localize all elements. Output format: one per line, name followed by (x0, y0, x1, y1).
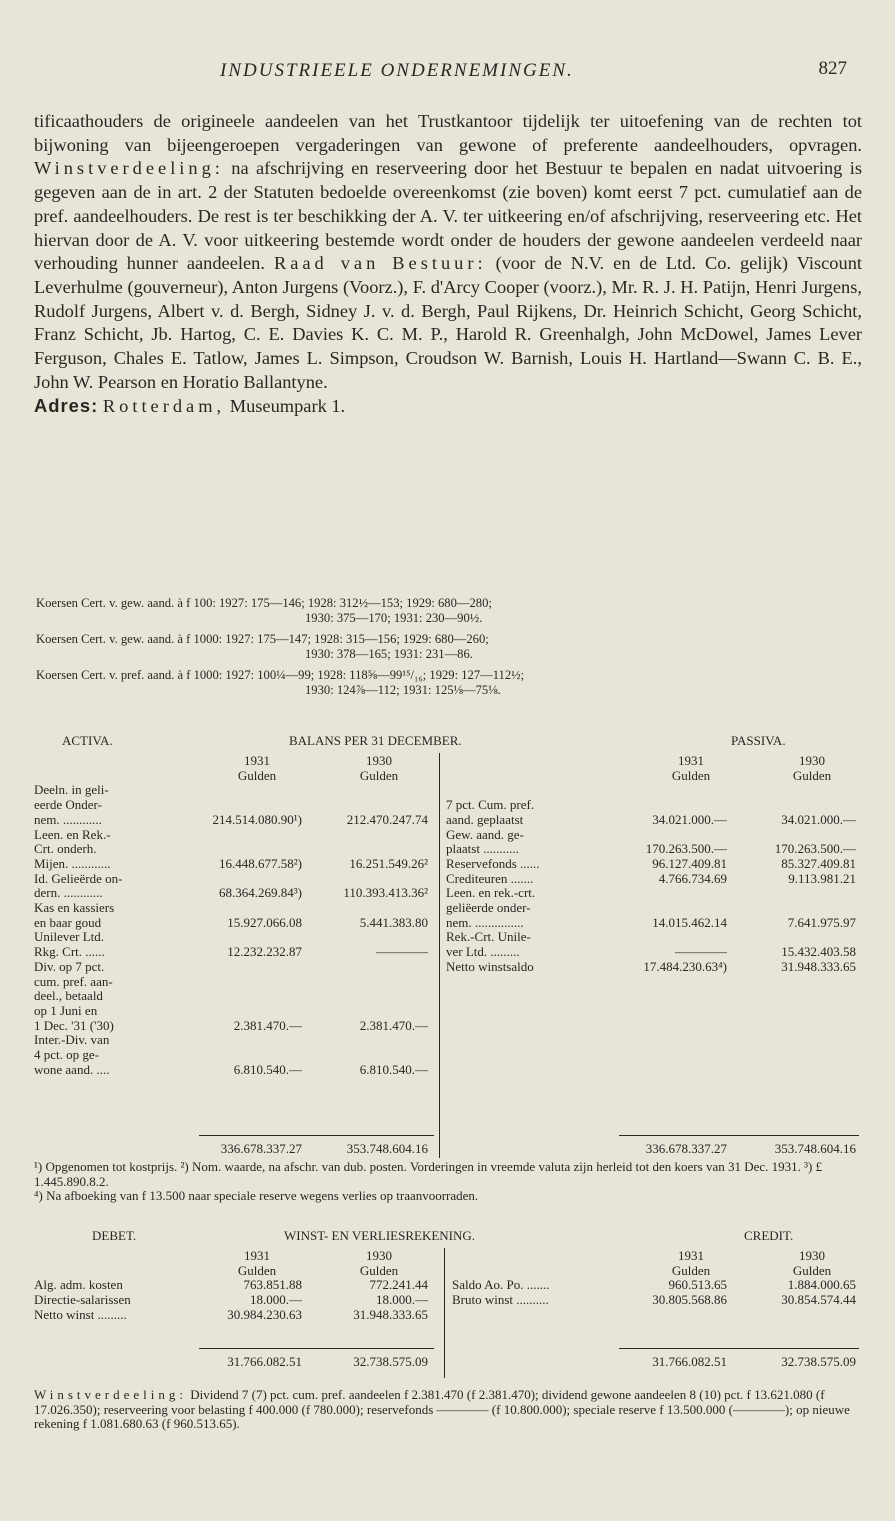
table-row-label: Inter.-Div. van (34, 1032, 110, 1048)
table-cell-1931: 96.127.409.81 (652, 855, 727, 871)
quote-line: 1930: 124⅞—112; 1931: 125⅛—75⅛. (305, 683, 501, 697)
table-cell-1931: 15.927.066.08 (227, 914, 302, 930)
table-cell-1930: 1.884.000.65 (787, 1277, 856, 1293)
profit-loss-title: WINST- EN VERLIESREKENING. (284, 1228, 476, 1243)
total-1931: 336.678.337.27 (645, 1141, 727, 1156)
table-row-label: Directie-salarissen (34, 1292, 131, 1308)
table-row-label: Unilever Ltd. (34, 929, 105, 945)
table-cell-1931: 960.513.65 (668, 1277, 727, 1293)
balance-title: BALANS PER 31 DECEMBER. (289, 733, 462, 748)
adres-line (34, 394, 862, 419)
total-1931: 31.766.082.51 (227, 1354, 302, 1369)
column-divider (444, 1248, 445, 1378)
body-text (34, 110, 862, 419)
table-cell-1931: 34.021.000.— (652, 811, 727, 827)
table-cell-1930: 110.393.413.36² (343, 885, 428, 901)
table-row-label: Mijen. ............ (34, 855, 111, 871)
adres-label: Adres: (34, 395, 99, 417)
adres-street: Museumpark 1. (229, 396, 346, 417)
table-row-label: 4 pct. op ge- (34, 1047, 99, 1062)
footnote-line: ¹) Opgenomen tot kostprijs. ²) Nom. waarde, na afschr. van dub. posten. Vorderingen in vreemde valuta zijn herleid tot den koers van 31 Dec. 1931. ³) £ 1.445.890.8.2. (34, 1159, 823, 1189)
total-1930: 32.738.575.09 (353, 1354, 428, 1369)
table-row-label: 1 Dec. '31 ('30) (34, 1017, 114, 1033)
unit-heading: Gulden (671, 1262, 711, 1278)
total-1931: 336.678.337.27 (220, 1141, 302, 1156)
footnote-line: ⁴) Na afboeking van f 13.500 naar speciale reserve wegens verlies op traanvoorraden. (34, 1188, 479, 1203)
year-heading: 1930 (799, 753, 825, 768)
total-1930: 353.748.604.16 (346, 1141, 428, 1156)
share-quotes (30, 596, 865, 704)
share-quote (30, 668, 865, 698)
table-row-label: nem. ............... (446, 914, 524, 930)
table-row-label: Netto winst ......... (34, 1306, 127, 1322)
share-quote (30, 632, 865, 662)
raad-van-bestuur-heading: Raad van Bestuur: (273, 253, 487, 274)
balance-body (34, 753, 860, 1158)
table-cell-1930: 170.263.500.— (774, 841, 856, 857)
winstverdeeling-heading: Winstverdeeling: (34, 158, 224, 179)
table-cell-1931: 214.514.080.90¹) (212, 811, 302, 827)
table-row-label: nem. ............ (34, 811, 102, 827)
table-cell-1931: 2.381.470.— (233, 1017, 302, 1033)
table-cell-1930: 31.948.333.65 (781, 958, 856, 974)
balance-footnotes (34, 1160, 862, 1204)
unit-heading: Gulden (359, 1262, 399, 1278)
table-cell-1930: 85.327.409.81 (781, 855, 856, 871)
table-row-label: Reservefonds ...... (446, 855, 540, 871)
profit-loss-body (34, 1248, 860, 1378)
table-row-label: Rek.-Crt. Unile- (446, 929, 531, 945)
paragraph-c: (voor de N.V. en de Ltd. Co. gelijk) Viscount Leverhulme (gouverneur), Anton Jurgens (Voorz.), F. d'Arcy Cooper (voorz.), Mr. R. J. H. Patijn, Henri Jurgens, Rudolf Jurgens, Albert v. d. Bergh, Sidney J. v. d. Bergh, Paul Rijkens, Dr. Heinrich Schicht, Georg Schicht, Franz Schicht, Jb. Hartog, C. E. Davies K. C. M. P., Harold R. Greenhalgh, John McDowel, James Lever Ferguson, Chales E. Tatlow, James L. Simpson, Croudson W. Barnish, Louis H. Hartland—Swann C. B. E., John W. Pearson en Horatio Ballantyne. (34, 253, 862, 392)
unit-heading: Gulden (237, 767, 277, 783)
profit-loss-header (34, 1228, 860, 1248)
table-row-label: Id. Gelieërde on- (34, 870, 123, 886)
year-heading: 1930 (366, 753, 392, 768)
running-head: INDUSTRIEELE ONDERNEMINGEN. (220, 60, 574, 81)
table-row-label: Crediteuren ....... (446, 870, 534, 886)
debet-label: DEBET. (92, 1228, 137, 1243)
passiva-label: PASSIVA. (731, 733, 786, 748)
total-1930: 353.748.604.16 (774, 1141, 856, 1156)
table-cell-1930: 7.641.975.97 (787, 914, 856, 930)
quote-line: Koersen Cert. v. pref. aand. à f 1000: 1927: 100¼—99; 1928: 118⅝—99¹⁵/₁₆; 1929: 127—112½; (36, 668, 525, 682)
total-1931: 31.766.082.51 (652, 1354, 727, 1369)
table-row-label: Bruto winst .......... (452, 1292, 549, 1308)
table-cell-1931: 170.263.500.— (645, 841, 727, 857)
table-row-label: Saldo Ao. Po. ....... (452, 1277, 550, 1293)
unit-heading: Gulden (237, 1262, 277, 1278)
quote-line: 1930: 375—170; 1931: 230—90½. (305, 611, 483, 625)
table-cell-1930: 15.432.403.58 (781, 944, 856, 960)
table-cell-1930: 6.810.540.— (359, 1061, 428, 1077)
table-cell-1931: 30.805.568.86 (652, 1292, 727, 1308)
year-heading: 1931 (244, 753, 270, 768)
table-cell-1930: 16.251.549.26² (349, 855, 428, 871)
quote-line: 1930: 378—165; 1931: 231—86. (305, 647, 473, 661)
profit-loss-account (34, 1228, 860, 1378)
sum-rule (619, 1135, 859, 1136)
table-row-label: deel., betaald (34, 988, 103, 1004)
table-row-label: Alg. adm. kosten (34, 1277, 123, 1293)
table-row-label: wone aand. .... (34, 1061, 110, 1077)
table-cell-1931: 763.851.88 (243, 1277, 302, 1293)
table-row-label: Gew. aand. ge- (446, 826, 524, 842)
table-cell-1930: 30.854.574.44 (781, 1292, 856, 1308)
table-cell-1930: 5.441.383.80 (359, 914, 428, 930)
table-row-label: 7 pct. Cum. pref. (446, 797, 535, 813)
sum-rule (619, 1348, 859, 1349)
paragraph-b: na afschrijving en reserveering door het Bestuur te bepalen en nadat uitvoering is gegeven aan de in art. 2 der Statuten bedoelde overeenkomst (zie boven) komt eerst 7 pct. cumulatief aan de pref. aandeelhouders. De rest is ter beschikking der A. V. ter uitkeering en/of afschrijving, reserveering etc. Het hiervan door de A. V. voor uitkeering bestemde wordt onder de houders der gewone aandeelen verdeeld naar verhouding hunner aandeelen. (34, 158, 862, 274)
credit-label: CREDIT. (744, 1228, 794, 1243)
table-cell-1930: 18.000.— (376, 1292, 428, 1308)
table-cell-1931: 14.015.462.14 (652, 914, 727, 930)
profit-distribution-text: Dividend 7 (7) pct. cum. pref. aandeelen f 2.381.470 (f 2.381.470); dividend gewone aandeelen 8 (10) pct. f 13.621.080 (f 17.026.350); reserveering voor belasting f 400.000 (f 780.000); reservefonds ———— (f 10.800.000); speciale reserve f 13.500.000 (————); op nieuwe rekening f 1.081.680.63 (f 960.513.65). (34, 1387, 850, 1431)
table-row-label: Crt. onderh. (34, 841, 97, 857)
table-cell-1931: 18.000.— (250, 1292, 302, 1308)
year-heading: 1931 (678, 753, 704, 768)
sum-rule (199, 1135, 434, 1136)
table-row-label: en baar goud (34, 914, 102, 930)
page-number: 827 (818, 58, 847, 79)
table-cell-1930: 772.241.44 (369, 1277, 428, 1293)
table-row-label: eerde Onder- (34, 797, 102, 813)
total-1930: 32.738.575.09 (781, 1354, 856, 1369)
table-row-label: plaatst ........... (446, 841, 519, 857)
table-row-label: Deeln. in geli- (34, 782, 109, 798)
table-row-label: Kas en kassiers (34, 900, 115, 915)
sum-rule (199, 1348, 434, 1349)
share-quote (30, 596, 865, 626)
profit-distribution (34, 1388, 862, 1432)
column-divider (439, 753, 440, 1158)
table-row-label: aand. geplaatst (446, 811, 524, 827)
profit-distribution-label: Winstverdeeling: (34, 1387, 188, 1402)
table-cell-1930: 34.021.000.— (781, 811, 856, 827)
balance-header (34, 733, 860, 753)
table-cell-1931: 68.364.269.84³) (219, 885, 302, 901)
year-heading: 1930 (366, 1248, 392, 1263)
table-cell-1931: 6.810.540.— (233, 1061, 302, 1077)
table-row-label: cum. pref. aan- (34, 973, 113, 989)
table-row-label: Leen. en rek.-crt. (446, 885, 536, 901)
table-cell-1931: 4.766.734.69 (658, 870, 727, 886)
quote-line: Koersen Cert. v. gew. aand. à f 100: 1927: 175—146; 1928: 312½—153; 1929: 680—280; (36, 596, 492, 610)
table-cell-1930: 9.113.981.21 (788, 870, 856, 886)
table-cell-1931: 17.484.230.63⁴) (643, 958, 727, 974)
table-row-label: Rkg. Crt. ...... (34, 944, 105, 960)
table-cell-1931: 16.448.677.58²) (219, 855, 302, 871)
table-row-label: geliëerde onder- (446, 900, 531, 915)
table-row-label: dern. ............ (34, 885, 103, 901)
table-row-label: op 1 Juni en (34, 1002, 98, 1018)
year-heading: 1930 (799, 1248, 825, 1263)
quote-line: Koersen Cert. v. gew. aand. à f 1000: 1927: 175—147; 1928: 315—156; 1929: 680—260; (36, 632, 489, 646)
balance-sheet (34, 733, 860, 1158)
table-row-label: ver Ltd. ......... (446, 944, 520, 960)
table-cell-1930: 2.381.470.— (359, 1017, 428, 1033)
body-paragraph (34, 110, 862, 394)
table-cell-1930: 212.470.247.74 (346, 811, 428, 827)
table-cell-1931: 30.984.230.63 (227, 1306, 302, 1322)
table-row-label: Leen. en Rek.- (34, 826, 111, 842)
unit-heading: Gulden (671, 767, 711, 783)
adres-city: Rotterdam, (102, 396, 226, 417)
table-cell-1931: ———— (675, 944, 727, 960)
table-row-label: Div. op 7 pct. (34, 958, 105, 974)
year-heading: 1931 (678, 1248, 704, 1263)
unit-heading: Gulden (359, 767, 399, 783)
table-cell-1930: 31.948.333.65 (353, 1306, 428, 1322)
unit-heading: Gulden (792, 1262, 832, 1278)
activa-label: ACTIVA. (62, 733, 113, 748)
table-cell-1931: 12.232.232.87 (227, 944, 302, 960)
table-cell-1930: ———— (376, 944, 428, 960)
unit-heading: Gulden (792, 767, 832, 783)
year-heading: 1931 (244, 1248, 270, 1263)
paragraph-a: tificaathouders de origineele aandeelen van het Trustkantoor tijdelijk ter uitoefening van de rechten tot bijwoning van bijeengeroepen vergaderingen van gewone of preferente aandeelhouders, opvragen. (34, 111, 862, 155)
table-row-label: Netto winstsaldo (446, 958, 534, 974)
